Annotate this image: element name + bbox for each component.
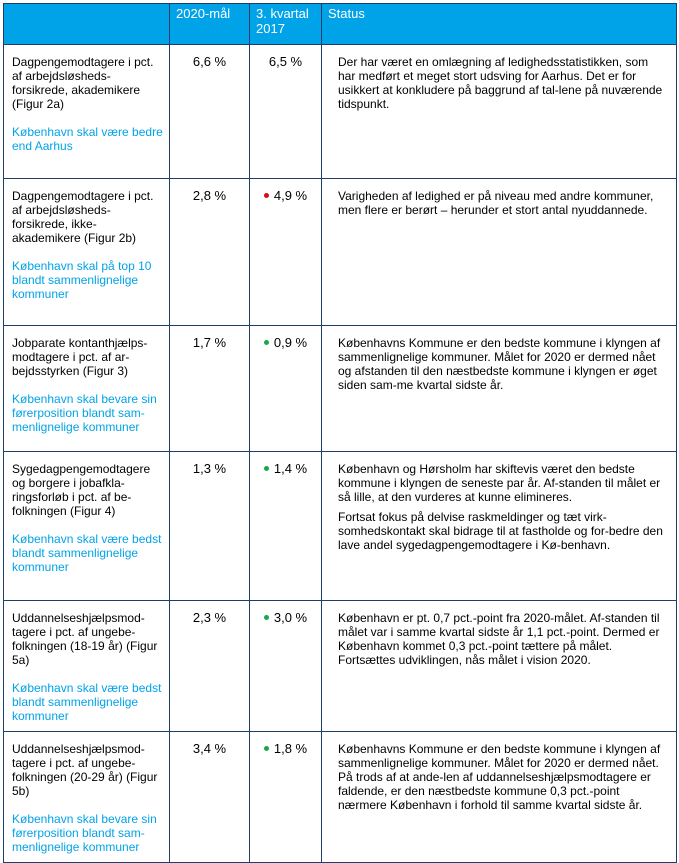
indicator-cell — [4, 601, 170, 732]
table-row — [4, 45, 677, 179]
target-value: 2,8 % — [170, 179, 250, 326]
status-text: København er pt. 0,7 pct.-point fra 2020-målet. Af-standen til målet var i samme kvartal sidste år 1,1 pct.-point. Dermed er København kommet 0,3 pct.-point tættere på målet. Fortsættes udviklingen, nås målet i vision 2020. — [338, 611, 660, 667]
quarter-value: 6,5 % — [268, 54, 303, 69]
quarter-cell — [250, 732, 322, 863]
quarter-value: 3,0 % — [273, 610, 308, 625]
indicator-goal: København skal være bedre end Aarhus — [12, 125, 163, 153]
header-quarter-line2: 2017 — [256, 21, 285, 36]
status-green-dot-icon — [264, 746, 269, 751]
quarter-value: 1,4 % — [273, 461, 308, 476]
indicator-cell — [4, 45, 170, 179]
header-quarter — [250, 4, 322, 45]
indicator-cell — [4, 326, 170, 452]
quarter-cell — [250, 179, 322, 326]
quarter-value: 0,9 % — [273, 335, 308, 350]
indicator-cell — [4, 179, 170, 326]
status-text: Københavns Kommune er den bedste kommune i klyngen af sammenlignelige kommuner. Målet for 2020 er dermed nået. På trods af at ande-len af uddannelseshjælpsmodtagere er faldende, er den næstbedste kommune 0,3 pct.-point nærmere København i forhold til samme kvartal sidste år. — [338, 742, 661, 812]
status-green-dot-icon — [264, 615, 269, 620]
indicator-name: Dagpengemodtagere i pct. af arbejdsløsheds-forsikrede, ikke-akademikere (Figur 2b) — [12, 189, 154, 245]
table-row — [4, 601, 677, 732]
table-row — [4, 452, 677, 601]
status-cell — [322, 45, 677, 179]
table-row — [4, 732, 677, 863]
target-value: 1,3 % — [170, 452, 250, 601]
header-status: Status — [322, 4, 677, 45]
indicator-name: Uddannelseshjælpsmod-tagere i pct. af ungebe-folkningen (20-29 år) (Figur 5b) — [12, 742, 158, 798]
indicator-cell — [4, 732, 170, 863]
indicator-name: Sygedagpengemodtagere og borgere i jobafkla-ringsforløb i pct. af be-folkningen (Figur 4) — [12, 462, 151, 518]
indicator-goal: København skal være bedst blandt sammenlignelige kommuner — [12, 532, 162, 574]
status-green-dot-icon — [264, 466, 269, 471]
indicator-name: Uddannelseshjælpsmod-tagere i pct. af ungebe-folkningen (18-19 år) (Figur 5a) — [12, 611, 158, 667]
quarter-cell — [250, 45, 322, 179]
target-value: 3,4 % — [170, 732, 250, 863]
status-text: København og Hørsholm har skiftevis været den bedste kommune i klyngen de seneste par år. Af-standen til målet er så lille, at den vurderes at kunne elimineres. — [338, 462, 661, 504]
target-value: 2,3 % — [170, 601, 250, 732]
status-green-dot-icon — [264, 340, 269, 345]
table-row — [4, 179, 677, 326]
target-value: 6,6 % — [170, 45, 250, 179]
indicator-goal: København skal bevare sin førerposition blandt sam-menlignelige kommuner — [12, 392, 157, 434]
kpi-status-table — [3, 3, 677, 863]
indicator-goal: København skal bevare sin førerposition blandt sam-menlignelige kommuner — [12, 812, 157, 854]
quarter-cell — [250, 452, 322, 601]
table-row — [4, 326, 677, 452]
status-cell — [322, 601, 677, 732]
indicator-goal: København skal på top 10 blandt sammenlignelige kommuner — [12, 259, 152, 301]
indicator-goal: København skal være bedst blandt sammenlignelige kommuner — [12, 681, 162, 723]
indicator-name: Dagpengemodtagere i pct. af arbejdsløsheds-forsikrede, akademikere (Figur 2a) — [12, 55, 154, 111]
status-cell — [322, 452, 677, 601]
status-cell — [322, 732, 677, 863]
quarter-cell — [250, 601, 322, 732]
header-row — [4, 4, 677, 45]
header-quarter-line1: 3. kvartal — [256, 6, 309, 21]
header-indicator — [4, 4, 170, 45]
status-red-dot-icon — [264, 193, 269, 198]
status-cell — [322, 179, 677, 326]
status-text: Fortsat fokus på delvise raskmeldinger og tæt virk-somhedskontakt skal bidrage til at fastholde og for-bedre den lave andel sygedagpengemodtagere i Kø-benhavn. — [338, 510, 663, 552]
header-target: 2020-mål — [170, 4, 250, 45]
quarter-cell — [250, 326, 322, 452]
status-text: Københavns Kommune er den bedste kommune i klyngen af sammenlignelige kommuner. Målet for 2020 er dermed nået og afstanden til den næstbedste kommune i klyngen er øget siden sam-me kvartal sidste år. — [338, 336, 661, 392]
indicator-name: Jobparate kontanthjælps-modtagere i pct. af ar-bejdsstyrken (Figur 3) — [12, 336, 148, 378]
quarter-value: 1,8 % — [273, 741, 308, 756]
quarter-value: 4,9 % — [273, 188, 308, 203]
target-value: 1,7 % — [170, 326, 250, 452]
indicator-cell — [4, 452, 170, 601]
status-cell — [322, 326, 677, 452]
status-text: Varigheden af ledighed er på niveau med andre kommuner, men flere er berørt – herunder et stort antal nyuddannede. — [338, 189, 654, 217]
status-text: Der har været en omlægning af ledighedsstatistikken, som har medført et meget stort udsving for Aarhus. Det er for usikkert at konkludere på baggrund af tal-lene på nuværende tidspunkt. — [338, 55, 663, 111]
